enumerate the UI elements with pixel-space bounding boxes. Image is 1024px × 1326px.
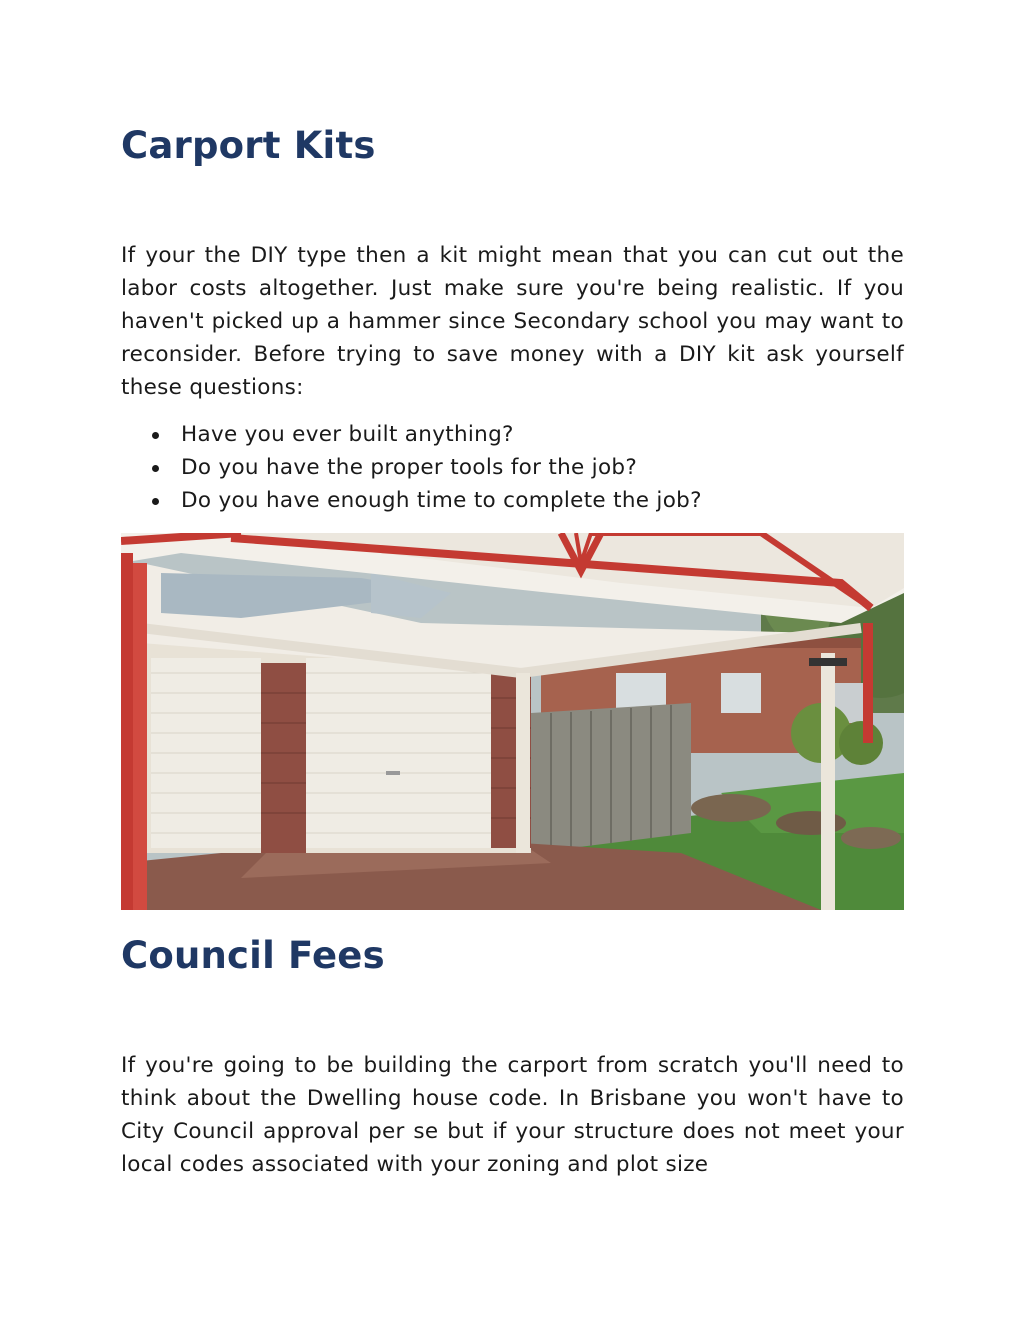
list-item <box>121 451 702 484</box>
carport-photo <box>121 533 904 910</box>
paragraph-carport-kits: If your the DIY type then a kit might mean that you can cut out the labor costs altogether. Just make sure you're being realistic. If you haven't picked up a hammer since Secondary school you may want to reconsider. Before trying to save money with a DIY kit ask yourself these questions: <box>121 243 904 400</box>
bullet-icon <box>152 432 159 439</box>
heading-council-fees: Council Fees <box>121 934 385 977</box>
list-item <box>121 418 702 451</box>
bullet-icon <box>152 465 159 472</box>
list-item <box>121 484 702 517</box>
question-text: Do you have the proper tools for the job? <box>181 455 638 480</box>
question-text: Have you ever built anything? <box>181 422 514 447</box>
questions-list <box>121 418 702 517</box>
heading-carport-kits: Carport Kits <box>121 124 376 167</box>
bullet-icon <box>152 498 159 505</box>
question-text: Do you have enough time to complete the job? <box>181 488 702 513</box>
paragraph-council-fees: If you're going to be building the carport from scratch you'll need to think about the Dwelling house code. In Brisbane you won't have to City Council approval per se but if your structure does not meet your local codes associated with your zoning and plot size <box>121 1053 904 1177</box>
